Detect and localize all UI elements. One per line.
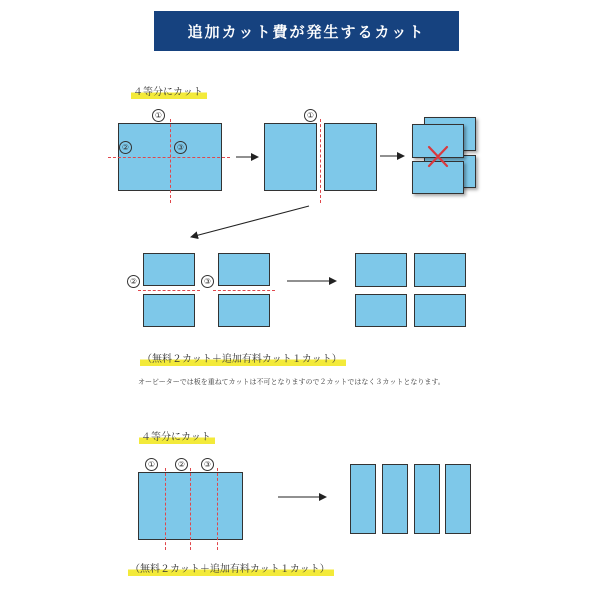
marker-3: ③ (174, 141, 187, 154)
page-title: 追加カット費が発生するカット (187, 22, 426, 41)
marker-3-stage4: ③ (201, 275, 214, 288)
section1-caption: （無料２カット＋追加有料カット１カット） (140, 350, 346, 366)
marker-2-sec2: ② (175, 458, 188, 471)
section1-label: ４等分にカット (131, 83, 207, 99)
section2-caption: （無料２カット＋追加有料カット１カット） (128, 560, 334, 576)
arrow-diagonal-icon (191, 206, 309, 237)
section1-note: オービーターでは板を重ねてカットは不可となりますので２カットではなく３カットとなります。 (138, 378, 445, 386)
marker-1-sec2: ① (145, 458, 158, 471)
marker-1-stage2: ① (304, 109, 317, 122)
marker-2: ② (119, 141, 132, 154)
marker-1: ① (152, 109, 165, 122)
section2-label: ４等分にカット (139, 428, 215, 444)
cross-mark-icon (429, 147, 447, 166)
marker-3-sec2: ③ (201, 458, 214, 471)
marker-2-stage4: ② (127, 275, 140, 288)
